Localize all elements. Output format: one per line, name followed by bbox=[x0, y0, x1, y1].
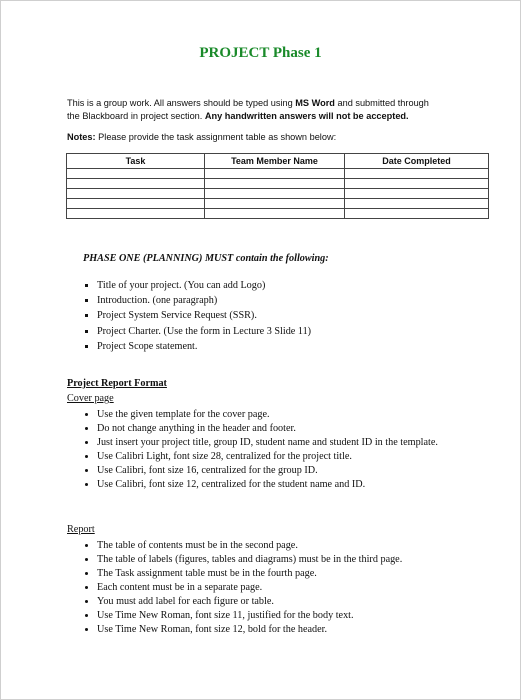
table-row bbox=[67, 189, 489, 199]
list-item: • Use the given template for the cover page. bbox=[97, 408, 487, 422]
notes-label: Notes: bbox=[67, 132, 96, 142]
table-cell bbox=[205, 209, 345, 219]
table-cell bbox=[67, 179, 205, 189]
table-cell bbox=[67, 209, 205, 219]
list-item: • Use Time New Roman, font size 12, bold for the header. bbox=[97, 623, 487, 637]
list-item: • The table of contents must be in the second page. bbox=[97, 539, 487, 553]
cover-page-heading: Cover page bbox=[67, 393, 114, 404]
notes-text: Please provide the task assignment table as shown below: bbox=[95, 132, 337, 142]
table-header-team-member: Team Member Name bbox=[205, 154, 345, 169]
list-item: • Use Time New Roman, font size 11, justified for the body text. bbox=[97, 609, 487, 623]
list-item: • Use Calibri Light, font size 28, centralized for the project title. bbox=[97, 450, 487, 464]
intro-text: and submitted through bbox=[334, 98, 429, 108]
list-item: • Just insert your project title, group ID, student name and student ID in the template. bbox=[97, 436, 487, 450]
table-cell bbox=[205, 179, 345, 189]
cover-page-list bbox=[83, 408, 487, 492]
table-cell bbox=[67, 169, 205, 179]
list-item: • Use Calibri, font size 12, centralized for the student name and ID. bbox=[97, 478, 487, 492]
list-item: ▪ Project System Service Request (SSR). bbox=[97, 309, 457, 323]
intro-text: the Blackboard in project section. bbox=[67, 111, 205, 121]
report-list bbox=[83, 539, 487, 637]
table-row bbox=[67, 169, 489, 179]
table-cell bbox=[345, 189, 489, 199]
table-row bbox=[67, 209, 489, 219]
table-cell bbox=[205, 199, 345, 209]
list-item: • You must add label for each figure or table. bbox=[97, 595, 487, 609]
table-cell bbox=[67, 199, 205, 209]
list-item: ▪ Title of your project. (You can add Logo) bbox=[97, 279, 457, 293]
intro-paragraph bbox=[67, 97, 487, 123]
table-header-task: Task bbox=[67, 154, 205, 169]
intro-emphasis: MS Word bbox=[295, 98, 335, 108]
phase-one-heading: PHASE ONE (PLANNING) MUST contain the following: bbox=[83, 253, 329, 264]
table-header-row bbox=[67, 154, 489, 169]
phase-one-list bbox=[83, 279, 457, 355]
report-format-heading: Project Report Format bbox=[67, 378, 167, 389]
table-cell bbox=[67, 189, 205, 199]
list-item: ▪ Introduction. (one paragraph) bbox=[97, 294, 457, 308]
list-item: • The table of labels (figures, tables and diagrams) must be in the third page. bbox=[97, 553, 487, 567]
table-cell bbox=[345, 209, 489, 219]
list-item: • Do not change anything in the header and footer. bbox=[97, 422, 487, 436]
table-cell bbox=[345, 179, 489, 189]
table-header-date: Date Completed bbox=[345, 154, 489, 169]
intro-text: This is a group work. All answers should be typed using bbox=[67, 98, 296, 108]
table-body bbox=[67, 169, 489, 219]
list-item: ▪ Project Charter. (Use the form in Lecture 3 Slide 11) bbox=[97, 325, 457, 339]
table-row bbox=[67, 179, 489, 189]
list-item: • Use Calibri, font size 16, centralized for the group ID. bbox=[97, 464, 487, 478]
table-cell bbox=[205, 189, 345, 199]
list-item: ▪ Project Scope statement. bbox=[97, 340, 457, 354]
table-cell bbox=[345, 169, 489, 179]
report-heading: Report bbox=[67, 524, 95, 535]
list-item: • The Task assignment table must be in the fourth page. bbox=[97, 567, 487, 581]
table-row bbox=[67, 199, 489, 209]
document-title: PROJECT Phase 1 bbox=[199, 45, 322, 61]
notes-line bbox=[67, 131, 487, 144]
intro-warning: Any handwritten answers will not be accepted. bbox=[204, 111, 409, 121]
table-cell bbox=[205, 169, 345, 179]
task-assignment-table bbox=[66, 153, 489, 219]
table-cell bbox=[345, 199, 489, 209]
list-item: • Each content must be in a separate page. bbox=[97, 581, 487, 595]
